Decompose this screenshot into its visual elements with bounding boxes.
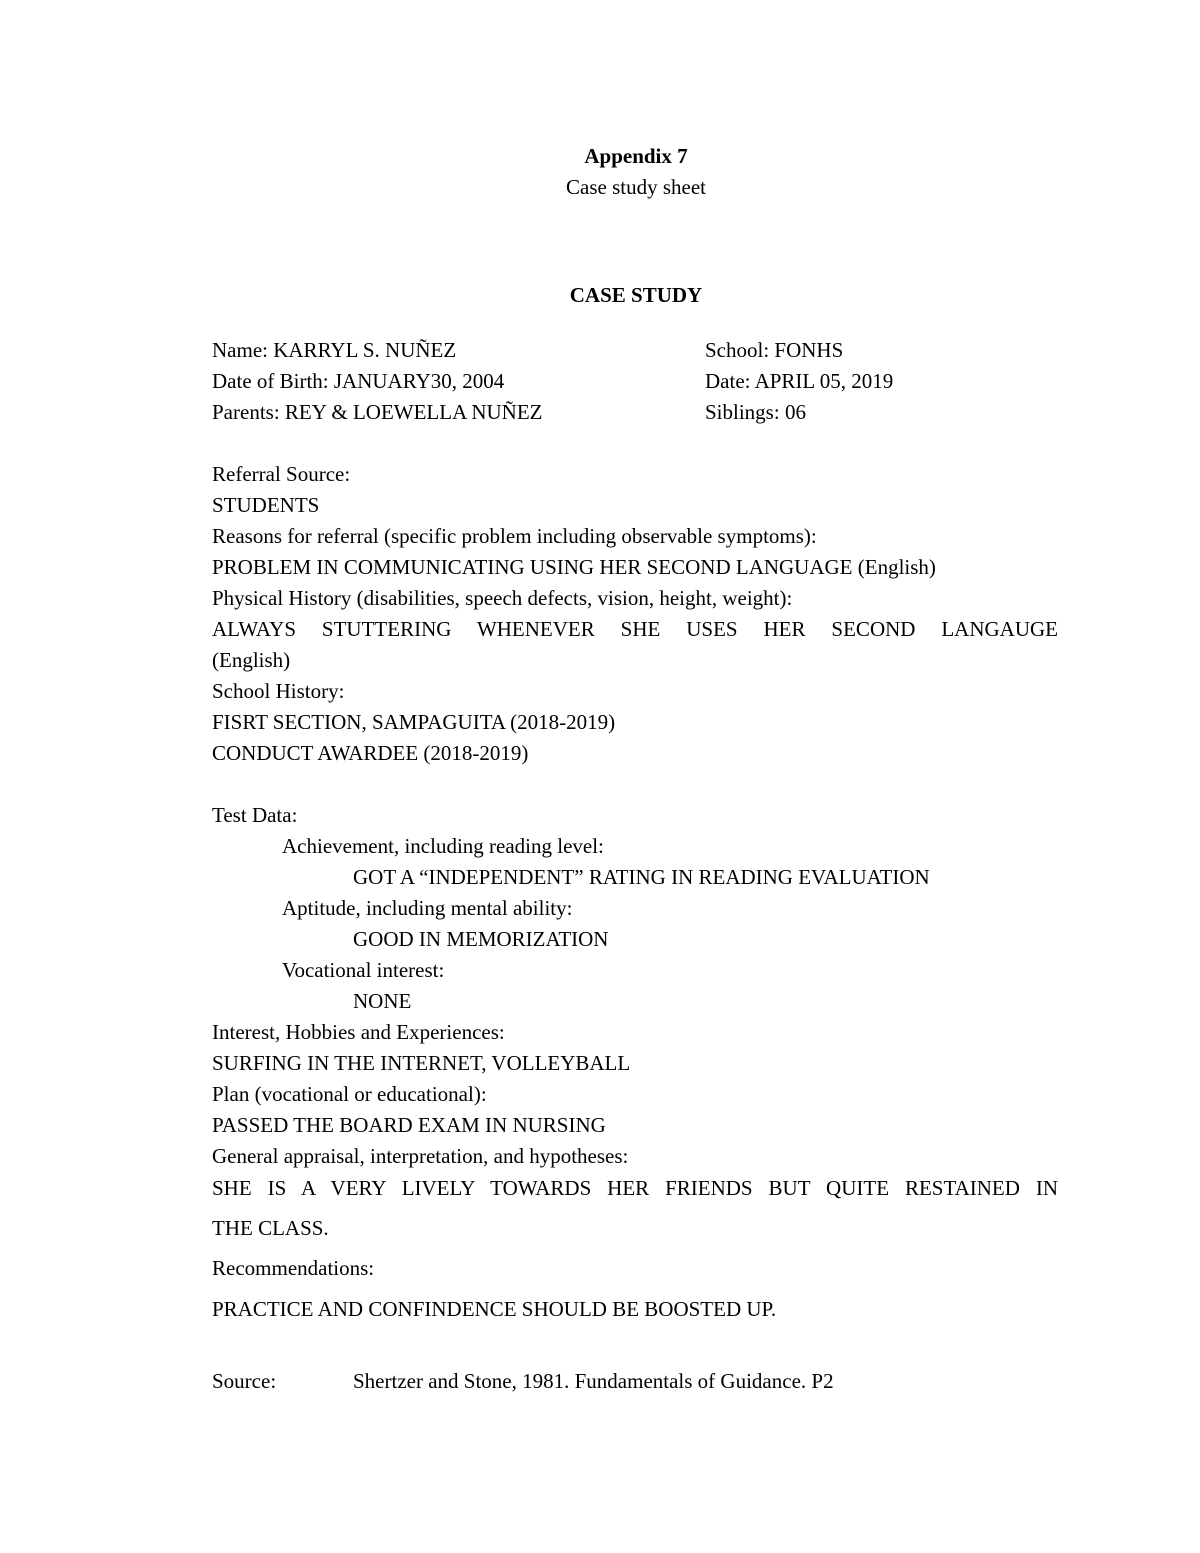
- physical-history-value-line2: (English): [212, 648, 291, 672]
- appendix-heading: Appendix 7: [584, 144, 688, 168]
- dob-field: Date of Birth: JANUARY30, 2004: [212, 369, 505, 393]
- case-study-title: CASE STUDY: [569, 283, 703, 307]
- referral-source-value: STUDENTS: [212, 493, 320, 517]
- referral-reasons-value: PROBLEM IN COMMUNICATING USING HER SECOND LANGUAGE (English): [212, 555, 936, 579]
- vocational-interest-label: Vocational interest:: [282, 958, 445, 982]
- school-history-item: FISRT SECTION, SAMPAGUITA (2018-2019): [212, 710, 616, 734]
- aptitude-label: Aptitude, including mental ability:: [282, 896, 573, 920]
- interests-label: Interest, Hobbies and Experiences:: [212, 1020, 505, 1044]
- achievement-label: Achievement, including reading level:: [282, 834, 604, 858]
- siblings-field: Siblings: 06: [705, 400, 806, 424]
- physical-history-value-line1: ALWAYS STUTTERING WHENEVER SHE USES HER SECOND LANGAUGE: [212, 617, 1058, 641]
- source-label: Source:: [212, 1369, 277, 1393]
- physical-history-label: Physical History (disabilities, speech defects, vision, height, weight):: [212, 586, 793, 610]
- aptitude-value: GOOD IN MEMORIZATION: [353, 927, 609, 951]
- vocational-interest-value: NONE: [353, 989, 412, 1013]
- recommendations-label: Recommendations:: [212, 1256, 375, 1280]
- appendix-subtitle: Case study sheet: [566, 175, 706, 199]
- referral-reasons-label: Reasons for referral (specific problem including observable symptoms):: [212, 524, 817, 548]
- school-field: School: FONHS: [705, 338, 844, 362]
- appraisal-value-line2: THE CLASS.: [212, 1216, 329, 1240]
- achievement-value: GOT A “INDEPENDENT” RATING IN READING EVALUATION: [353, 865, 930, 889]
- source-citation: Shertzer and Stone, 1981. Fundamentals of Guidance. P2: [353, 1369, 834, 1393]
- name-field: Name: KARRYL S. NUÑEZ: [212, 338, 457, 362]
- recommendations-value: PRACTICE AND CONFINDENCE SHOULD BE BOOSTED UP.: [212, 1297, 777, 1321]
- referral-source-label: Referral Source:: [212, 462, 351, 486]
- test-data-label: Test Data:: [212, 803, 298, 827]
- date-field: Date: APRIL 05, 2019: [705, 369, 894, 393]
- parents-field: Parents: REY & LOEWELLA NUÑEZ: [212, 400, 543, 424]
- school-history-label: School History:: [212, 679, 345, 703]
- school-history-item: CONDUCT AWARDEE (2018-2019): [212, 741, 529, 765]
- appraisal-label: General appraisal, interpretation, and hypotheses:: [212, 1144, 629, 1168]
- interests-value: SURFING IN THE INTERNET, VOLLEYBALL: [212, 1051, 631, 1075]
- plan-label: Plan (vocational or educational):: [212, 1082, 487, 1106]
- appraisal-value-line1: SHE IS A VERY LIVELY TOWARDS HER FRIENDS BUT QUITE RESTAINED IN: [212, 1176, 1058, 1200]
- plan-value: PASSED THE BOARD EXAM IN NURSING: [212, 1113, 606, 1137]
